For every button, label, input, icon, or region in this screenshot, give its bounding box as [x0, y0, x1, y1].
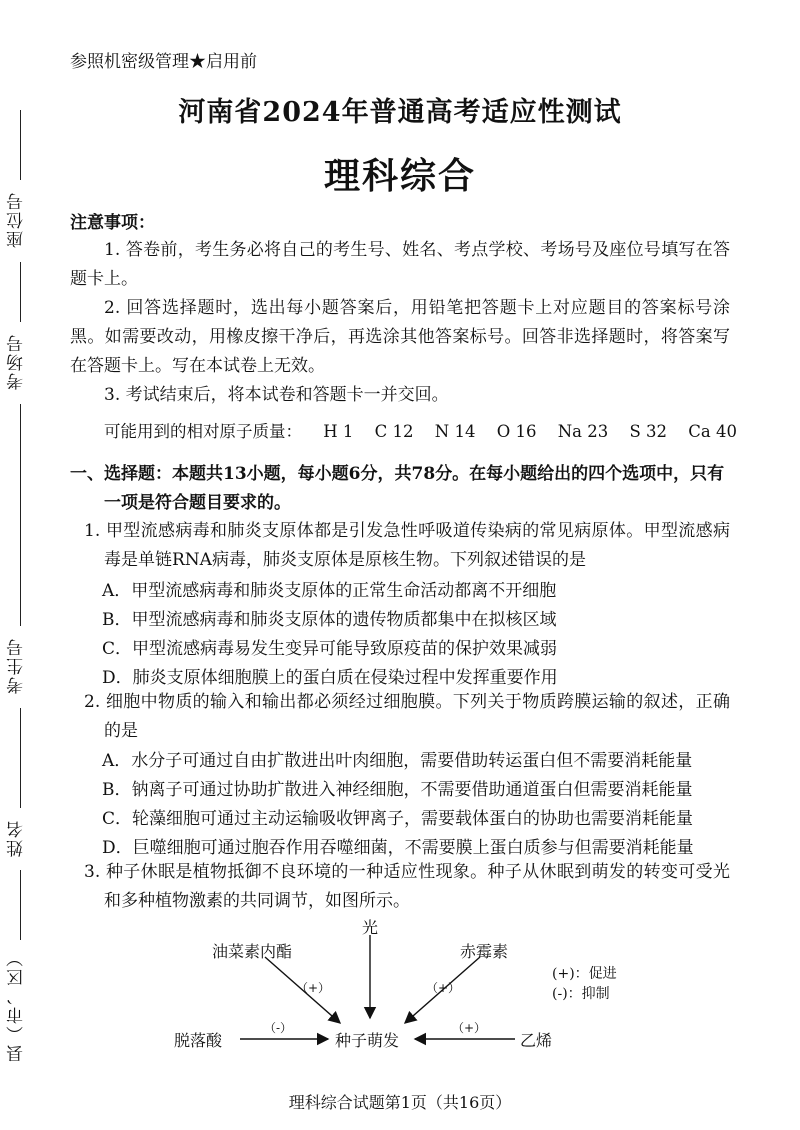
diagram-brassinolide: 油菜素内酯: [212, 942, 293, 961]
sign-ethylene-promote: （+）: [452, 1021, 487, 1035]
question-2-option-d: D．巨噬细胞可通过胞吞作用吞噬细菌，不需要膜上蛋白质参与但需要消耗能量: [102, 838, 694, 858]
atomic-mass-h: H 1: [323, 422, 354, 441]
margin-label-seat: 座位号: [7, 191, 27, 249]
diagram-gibberellin: 赤霉素: [460, 942, 509, 961]
atomic-mass-o: O 16: [496, 422, 537, 441]
diagram-center-germination: 种子萌发: [335, 1031, 400, 1050]
margin-line: [20, 262, 21, 322]
notice-item-1: 1. 答卷前，考生务必将自己的考生号、姓名、考点学校、考场号及座位号填写在答题卡上。: [70, 240, 730, 289]
exam-title: 河南省2024年普通高考适应性测试: [178, 97, 622, 128]
margin-line: [20, 708, 21, 808]
atomic-mass-n: N 14: [434, 422, 476, 441]
notice-item-2: 2. 回答选择题时，选出每小题答案后，用铅笔把答题卡上对应题目的答案标号涂黑。如需要改动，用橡皮擦干净后，再选涂其他答案标号。回答非选择题时，将答案写在答题卡上。写在本试卷上无效。: [70, 298, 730, 376]
question-3-stem: 3. 种子休眠是植物抵御不良环境的一种适应性现象。种子从休眠到萌发的转变可受光和多种植物激素的共同调节，如图所示。: [84, 862, 730, 911]
question-2-option-b: B．钠离子可通过协助扩散进入神经细胞，不需要借助通道蛋白但需要消耗能量: [102, 780, 693, 800]
diagram-light: 光: [362, 918, 379, 937]
question-2-option-a: A．水分子可通过自由扩散进出叶肉细胞，需要借助转运蛋白但不需要消耗能量: [102, 751, 693, 771]
seed-germination-diagram: [160, 915, 720, 1055]
atomic-mass-ca: Ca 40: [688, 422, 737, 441]
atomic-mass-na: Na 23: [557, 422, 609, 441]
notice-heading: 注意事项：: [70, 213, 155, 233]
page-footer: 理科综合试题第1页（共16页）: [288, 1093, 512, 1112]
question-1-option-a: A．甲型流感病毒和肺炎支原体的正常生命活动都离不开细胞: [102, 581, 557, 601]
question-2-stem: 2. 细胞中物质的输入和输出都必须经过细胞膜。下列关于物质跨膜运输的叙述，正确的是: [84, 692, 730, 741]
legend-promote: (+)：促进: [552, 966, 617, 982]
margin-line: [20, 404, 21, 626]
question-2-option-c: C．轮藻细胞可通过主动运输吸收钾离子，需要载体蛋白的协助也需要消耗能量: [102, 809, 694, 829]
atomic-mass-label: 可能用到的相对原子质量：: [104, 422, 302, 441]
margin-label-name: 姓名: [7, 819, 27, 857]
sign-brassinolide-promote: （+）: [296, 981, 331, 995]
atomic-mass-c: C 12: [374, 422, 414, 441]
diagram-abscisic-acid: 脱落酸: [174, 1031, 223, 1050]
diagram-ethylene: 乙烯: [520, 1031, 553, 1050]
margin-label-candidate: 考生号: [7, 637, 27, 695]
legend-inhibit: (-)：抑制: [552, 986, 610, 1002]
sign-gibberellin-promote: （+）: [426, 981, 461, 995]
question-1-option-b: B．甲型流感病毒和肺炎支原体的遗传物质都集中在拟核区域: [102, 610, 557, 630]
margin-label-county: 县（市、区）: [7, 948, 27, 1062]
question-1-stem: 1. 甲型流感病毒和肺炎支原体都是引发急性呼吸道传染病的常见病原体。甲型流感病毒是单链RNA病毒，肺炎支原体是原核生物。下列叙述错误的是: [84, 521, 730, 570]
question-1-option-d: D．肺炎支原体细胞膜上的蛋白质在侵染过程中发挥重要作用: [102, 668, 558, 688]
margin-line: [20, 870, 21, 940]
notice-item-3: 3. 考试结束后，将本试卷和答题卡一并交回。: [104, 385, 449, 405]
sign-abscisic-inhibit: （-）: [264, 1021, 293, 1035]
margin-label-room: 考场号: [7, 333, 27, 391]
atomic-mass-s: S 32: [629, 422, 668, 441]
question-1-option-c: C．甲型流感病毒易发生变异可能导致原疫苗的保护效果减弱: [102, 639, 558, 659]
confidentiality-note: 参照机密级管理★启用前: [70, 52, 257, 72]
subject-title: 理科综合: [323, 155, 476, 197]
section-heading: 一、选择题：本题共13小题，每小题6分，共78分。在每小题给出的四个选项中，只有一项是符合题目要求的。: [70, 464, 725, 513]
atomic-mass-line: [104, 418, 753, 442]
